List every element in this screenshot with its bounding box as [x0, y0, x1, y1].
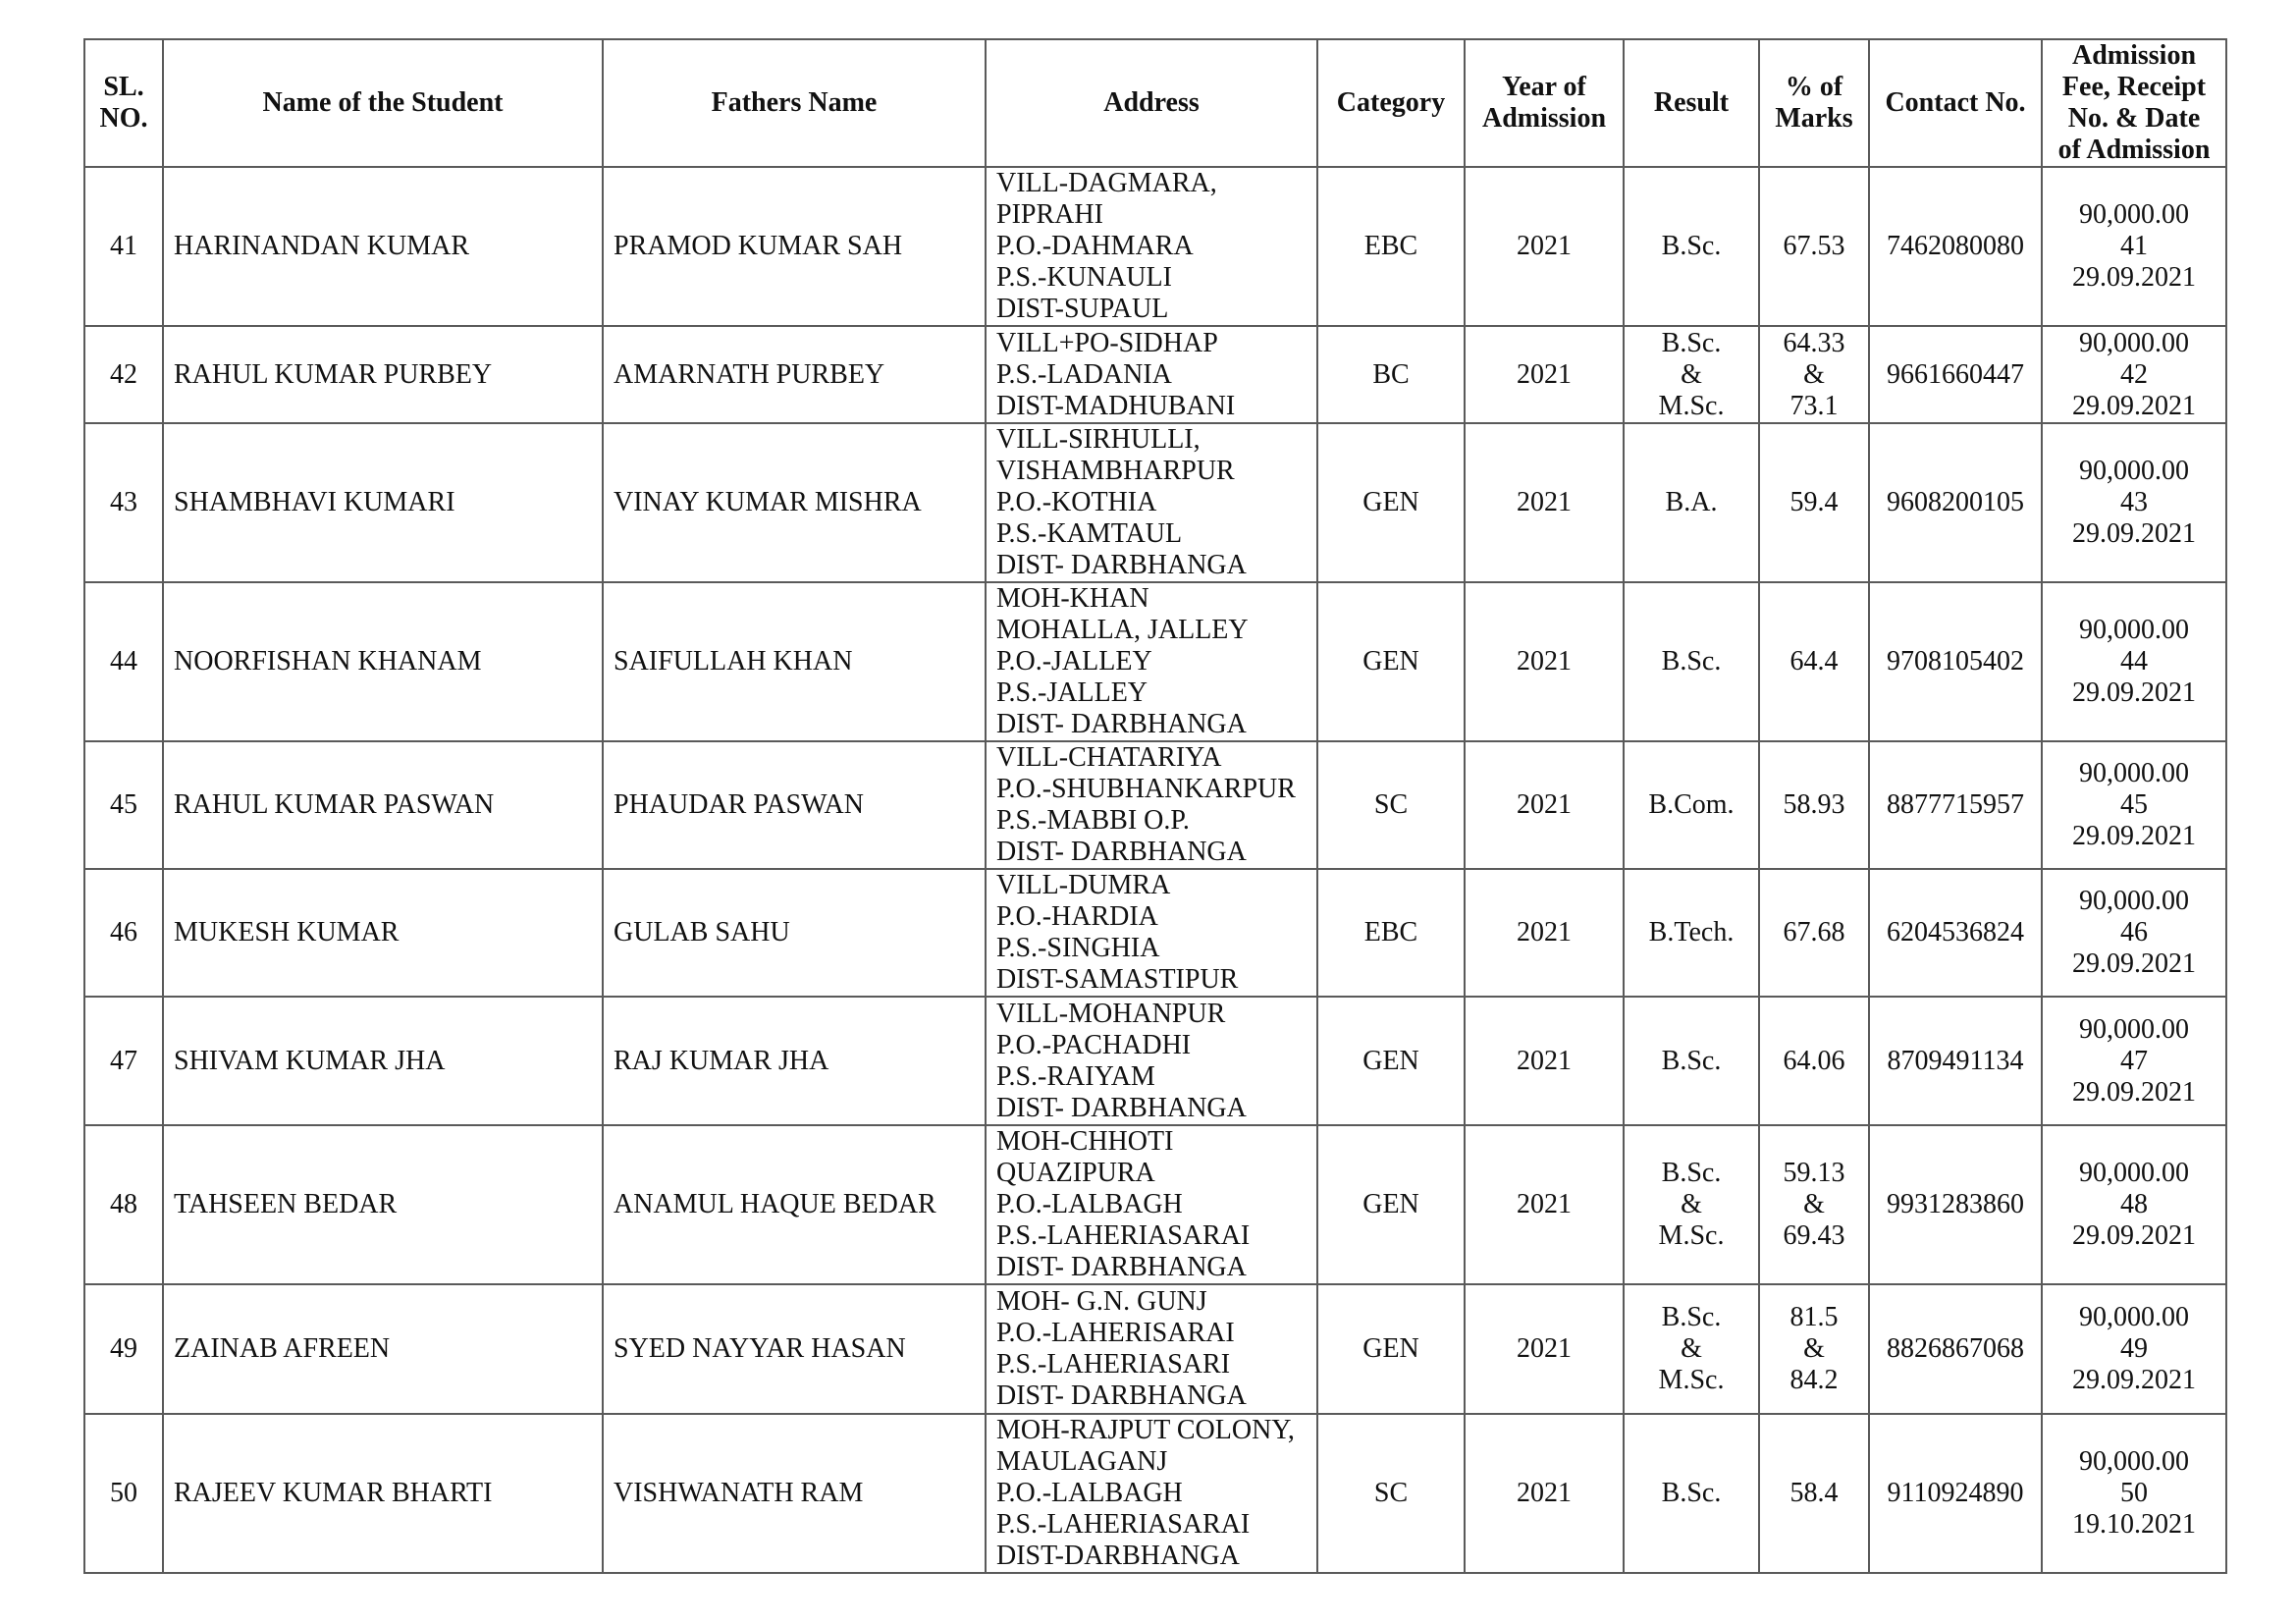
- address-line: VILL-CHATARIYA: [996, 742, 1222, 773]
- cell-result: [1624, 582, 1759, 741]
- result-line: B.Sc.: [1661, 1478, 1722, 1508]
- cell-fee: [2042, 869, 2226, 997]
- header-text: % of: [1785, 72, 1843, 102]
- fee-line: 90,000.00: [2079, 199, 2189, 230]
- header-sl-no: [84, 39, 163, 167]
- table-row: [84, 741, 2226, 869]
- result-line: B.Sc.: [1661, 1158, 1722, 1188]
- address-line: DIST-SUPAUL: [996, 294, 1169, 324]
- fee-line: 90,000.00: [2079, 1302, 2189, 1332]
- cell-contact: 8826867068: [1869, 1284, 2042, 1414]
- cell-result: [1624, 423, 1759, 582]
- cell-student-name: RAJEEV KUMAR BHARTI: [163, 1414, 603, 1573]
- header-text: Admission: [1481, 103, 1607, 134]
- header-fee: [2042, 39, 2226, 167]
- header-marks: [1759, 39, 1869, 167]
- cell-student-name: SHIVAM KUMAR JHA: [163, 997, 603, 1125]
- header-text: Marks: [1775, 103, 1853, 134]
- marks-line: 59.13: [1783, 1158, 1845, 1188]
- table-row: [84, 1125, 2226, 1284]
- header-father-name: Fathers Name: [603, 39, 986, 167]
- cell-sl-no: 46: [84, 869, 163, 997]
- cell-year: 2021: [1465, 582, 1624, 741]
- fee-line: 29.09.2021: [2072, 518, 2196, 549]
- address-line: DIST- DARBHANGA: [996, 1380, 1247, 1411]
- cell-sl-no: 42: [84, 326, 163, 423]
- cell-category: BC: [1317, 326, 1465, 423]
- cell-marks: [1759, 997, 1869, 1125]
- cell-sl-no: 43: [84, 423, 163, 582]
- address-line: P.S.-KUNAULI: [996, 262, 1172, 293]
- table-row: [84, 326, 2226, 423]
- cell-marks: [1759, 326, 1869, 423]
- cell-contact: 9708105402: [1869, 582, 2042, 741]
- address-line: P.S.-KAMTAUL: [996, 518, 1183, 549]
- cell-student-name: SHAMBHAVI KUMARI: [163, 423, 603, 582]
- address-line: DIST- DARBHANGA: [996, 550, 1247, 580]
- result-line: B.Sc.: [1661, 646, 1722, 677]
- fee-line: 90,000.00: [2079, 1446, 2189, 1477]
- cell-sl-no: 48: [84, 1125, 163, 1284]
- address-line: P.O.-SHUBHANKARPUR: [996, 774, 1296, 804]
- fee-line: 29.09.2021: [2072, 1365, 2196, 1395]
- cell-sl-no: 50: [84, 1414, 163, 1573]
- marks-line: &: [1803, 1333, 1825, 1364]
- address-line: P.O.-DAHMARA: [996, 231, 1194, 261]
- table-row: [84, 1284, 2226, 1414]
- result-line: &: [1681, 1189, 1702, 1219]
- header-address: Address: [986, 39, 1317, 167]
- fee-line: 29.09.2021: [2072, 677, 2196, 708]
- marks-line: 58.93: [1783, 789, 1845, 820]
- cell-marks: [1759, 167, 1869, 326]
- marks-line: 58.4: [1789, 1478, 1839, 1508]
- cell-category: GEN: [1317, 582, 1465, 741]
- cell-student-name: ZAINAB AFREEN: [163, 1284, 603, 1414]
- fee-line: 43: [2120, 487, 2148, 517]
- cell-result: [1624, 741, 1759, 869]
- cell-category: GEN: [1317, 1284, 1465, 1414]
- address-line: DIST- DARBHANGA: [996, 1092, 1247, 1123]
- result-line: B.Sc.: [1661, 231, 1722, 261]
- address-line: VILL-DUMRA: [996, 870, 1171, 900]
- address-line: P.O.-LAHERISARAI: [996, 1318, 1235, 1348]
- cell-fee: [2042, 1125, 2226, 1284]
- address-line: P.O.-KOTHIA: [996, 487, 1157, 517]
- cell-year: 2021: [1465, 1414, 1624, 1573]
- marks-line: 67.68: [1783, 917, 1845, 947]
- result-line: &: [1681, 358, 1702, 390]
- fee-line: 29.09.2021: [2072, 1220, 2196, 1251]
- cell-year: 2021: [1465, 1284, 1624, 1414]
- address-line: P.S.-SINGHIA: [996, 933, 1160, 963]
- address-line: DIST- DARBHANGA: [996, 837, 1247, 867]
- address-line: P.S.-RAIYAM: [996, 1060, 1155, 1092]
- cell-fee: [2042, 1414, 2226, 1573]
- address-line: MOH-KHAN: [996, 583, 1149, 614]
- cell-category: GEN: [1317, 423, 1465, 582]
- cell-father-name: SYED NAYYAR HASAN: [603, 1284, 986, 1414]
- marks-line: 81.5: [1789, 1302, 1839, 1332]
- header-text: NO.: [99, 103, 148, 134]
- cell-father-name: VINAY KUMAR MISHRA: [603, 423, 986, 582]
- cell-result: [1624, 1284, 1759, 1414]
- address-line: P.S.-JALLEY: [996, 677, 1148, 708]
- cell-category: SC: [1317, 1414, 1465, 1573]
- fee-line: 29.09.2021: [2072, 262, 2196, 293]
- header-text: No. & Date: [2067, 103, 2201, 134]
- cell-contact: 9608200105: [1869, 423, 2042, 582]
- address-line: PIPRAHI: [996, 199, 1103, 230]
- fee-line: 90,000.00: [2079, 615, 2189, 645]
- cell-marks: [1759, 423, 1869, 582]
- result-line: B.Sc.: [1661, 1045, 1722, 1076]
- result-line: B.Sc.: [1661, 327, 1722, 358]
- fee-line: 29.09.2021: [2072, 821, 2196, 851]
- result-line: M.Sc.: [1658, 1365, 1725, 1395]
- cell-marks: [1759, 1125, 1869, 1284]
- result-line: M.Sc.: [1658, 1220, 1725, 1251]
- address-line: P.S.-LADANIA: [996, 358, 1172, 390]
- fee-line: 50: [2120, 1478, 2148, 1508]
- cell-fee: [2042, 997, 2226, 1125]
- cell-result: [1624, 167, 1759, 326]
- address-line: VILL-MOHANPUR: [996, 998, 1226, 1029]
- cell-category: SC: [1317, 741, 1465, 869]
- address-line: VISHAMBHARPUR: [996, 456, 1235, 486]
- fee-line: 44: [2120, 646, 2148, 677]
- cell-father-name: SAIFULLAH KHAN: [603, 582, 986, 741]
- cell-father-name: ANAMUL HAQUE BEDAR: [603, 1125, 986, 1284]
- address-line: DIST-MADHUBANI: [996, 390, 1236, 421]
- address-line: DIST-SAMASTIPUR: [996, 964, 1239, 995]
- marks-line: 67.53: [1783, 231, 1845, 261]
- header-result: Result: [1624, 39, 1759, 167]
- cell-contact: 7462080080: [1869, 167, 2042, 326]
- address-line: MAULAGANJ: [996, 1446, 1168, 1477]
- cell-student-name: HARINANDAN KUMAR: [163, 167, 603, 326]
- table-row: [84, 582, 2226, 741]
- cell-result: [1624, 869, 1759, 997]
- fee-line: 48: [2120, 1189, 2148, 1219]
- marks-line: 73.1: [1789, 390, 1839, 421]
- cell-father-name: PRAMOD KUMAR SAH: [603, 167, 986, 326]
- cell-year: 2021: [1465, 741, 1624, 869]
- header-contact: Contact No.: [1869, 39, 2042, 167]
- cell-fee: [2042, 741, 2226, 869]
- cell-father-name: VISHWANATH RAM: [603, 1414, 986, 1573]
- marks-line: 59.4: [1789, 487, 1839, 517]
- marks-line: 69.43: [1783, 1220, 1845, 1251]
- fee-line: 41: [2120, 231, 2148, 261]
- address-line: P.S.-LAHERIASARAI: [996, 1509, 1251, 1540]
- header-student-name: Name of the Student: [163, 39, 603, 167]
- fee-line: 90,000.00: [2079, 886, 2189, 916]
- cell-address: [986, 582, 1317, 741]
- address-line: VILL-DAGMARA,: [996, 168, 1217, 198]
- table-row: [84, 869, 2226, 997]
- address-line: VILL-SIRHULLI,: [996, 424, 1201, 455]
- header-text: of Admission: [2057, 135, 2211, 165]
- result-line: &: [1681, 1333, 1702, 1364]
- address-line: P.S.-LAHERIASARI: [996, 1349, 1231, 1380]
- marks-line: 64.4: [1789, 646, 1839, 677]
- table-row: [84, 423, 2226, 582]
- cell-category: GEN: [1317, 1125, 1465, 1284]
- cell-result: [1624, 1125, 1759, 1284]
- address-line: DIST- DARBHANGA: [996, 1252, 1247, 1282]
- cell-result: [1624, 1414, 1759, 1573]
- cell-contact: 9661660447: [1869, 326, 2042, 423]
- table-body: [84, 167, 2226, 1573]
- result-line: B.A.: [1665, 487, 1718, 517]
- cell-year: 2021: [1465, 869, 1624, 997]
- header-year: [1465, 39, 1624, 167]
- fee-line: 90,000.00: [2079, 758, 2189, 788]
- header-text: SL.: [103, 72, 144, 102]
- result-line: B.Sc.: [1661, 1302, 1722, 1332]
- address-line: DIST-DARBHANGA: [996, 1541, 1240, 1571]
- address-line: MOH-RAJPUT COLONY,: [996, 1415, 1295, 1445]
- cell-student-name: NOORFISHAN KHANAM: [163, 582, 603, 741]
- header-text: Admission: [2071, 40, 2197, 71]
- fee-line: 90,000.00: [2079, 327, 2189, 358]
- cell-father-name: AMARNATH PURBEY: [603, 326, 986, 423]
- cell-fee: [2042, 1284, 2226, 1414]
- fee-line: 29.09.2021: [2072, 390, 2196, 421]
- cell-address: [986, 1125, 1317, 1284]
- cell-fee: [2042, 167, 2226, 326]
- cell-address: [986, 997, 1317, 1125]
- cell-marks: [1759, 1414, 1869, 1573]
- table-row: [84, 1414, 2226, 1573]
- cell-sl-no: 47: [84, 997, 163, 1125]
- cell-address: [986, 423, 1317, 582]
- cell-student-name: TAHSEEN BEDAR: [163, 1125, 603, 1284]
- address-line: MOH-CHHOTI: [996, 1126, 1174, 1157]
- address-line: P.O.-LALBAGH: [996, 1189, 1183, 1219]
- admissions-table: [83, 38, 2227, 1574]
- address-line: DIST- DARBHANGA: [996, 709, 1247, 739]
- cell-contact: 8709491134: [1869, 997, 2042, 1125]
- marks-line: 64.06: [1783, 1045, 1845, 1076]
- cell-sl-no: 44: [84, 582, 163, 741]
- fee-line: 42: [2120, 358, 2148, 390]
- header-text: Fee, Receipt: [2061, 72, 2207, 102]
- fee-line: 90,000.00: [2079, 456, 2189, 486]
- header-category: Category: [1317, 39, 1465, 167]
- table-row: [84, 997, 2226, 1125]
- cell-category: EBC: [1317, 869, 1465, 997]
- address-line: QUAZIPURA: [996, 1158, 1155, 1188]
- fee-line: 90,000.00: [2079, 1013, 2189, 1045]
- cell-year: 2021: [1465, 167, 1624, 326]
- fee-line: 90,000.00: [2079, 1158, 2189, 1188]
- cell-marks: [1759, 582, 1869, 741]
- cell-contact: 6204536824: [1869, 869, 2042, 997]
- cell-sl-no: 41: [84, 167, 163, 326]
- cell-student-name: MUKESH KUMAR: [163, 869, 603, 997]
- cell-student-name: RAHUL KUMAR PASWAN: [163, 741, 603, 869]
- cell-contact: 9110924890: [1869, 1414, 2042, 1573]
- marks-line: &: [1803, 358, 1825, 390]
- cell-sl-no: 45: [84, 741, 163, 869]
- cell-year: 2021: [1465, 423, 1624, 582]
- result-line: B.Tech.: [1648, 917, 1735, 947]
- cell-category: GEN: [1317, 997, 1465, 1125]
- cell-address: [986, 869, 1317, 997]
- fee-line: 29.09.2021: [2072, 1076, 2196, 1108]
- address-line: P.O.-LALBAGH: [996, 1478, 1183, 1508]
- cell-category: EBC: [1317, 167, 1465, 326]
- address-line: MOH- G.N. GUNJ: [996, 1286, 1207, 1317]
- cell-father-name: PHAUDAR PASWAN: [603, 741, 986, 869]
- address-line: P.O.-JALLEY: [996, 646, 1152, 677]
- result-line: B.Com.: [1648, 789, 1735, 820]
- fee-line: 45: [2120, 789, 2148, 820]
- fee-line: 29.09.2021: [2072, 948, 2196, 979]
- marks-line: 64.33: [1783, 327, 1845, 358]
- cell-contact: 9931283860: [1869, 1125, 2042, 1284]
- address-line: P.S.-LAHERIASARAI: [996, 1220, 1251, 1251]
- address-line: P.O.-PACHADHI: [996, 1029, 1192, 1060]
- cell-marks: [1759, 1284, 1869, 1414]
- marks-line: 84.2: [1789, 1365, 1839, 1395]
- fee-line: 19.10.2021: [2072, 1509, 2196, 1540]
- cell-year: 2021: [1465, 1125, 1624, 1284]
- cell-address: [986, 1284, 1317, 1414]
- header-text: Year of: [1502, 72, 1586, 102]
- cell-address: [986, 326, 1317, 423]
- cell-result: [1624, 326, 1759, 423]
- cell-result: [1624, 997, 1759, 1125]
- cell-address: [986, 167, 1317, 326]
- address-line: MOHALLA, JALLEY: [996, 615, 1249, 645]
- table-row: [84, 167, 2226, 326]
- cell-contact: 8877715957: [1869, 741, 2042, 869]
- cell-fee: [2042, 582, 2226, 741]
- fee-line: 46: [2120, 917, 2148, 947]
- fee-line: 47: [2120, 1045, 2148, 1076]
- cell-address: [986, 741, 1317, 869]
- address-line: P.O.-HARDIA: [996, 901, 1158, 932]
- header-row: [84, 39, 2226, 167]
- cell-student-name: RAHUL KUMAR PURBEY: [163, 326, 603, 423]
- cell-father-name: RAJ KUMAR JHA: [603, 997, 986, 1125]
- address-line: VILL+PO-SIDHAP: [996, 327, 1218, 358]
- cell-fee: [2042, 423, 2226, 582]
- cell-address: [986, 1414, 1317, 1573]
- cell-year: 2021: [1465, 997, 1624, 1125]
- cell-marks: [1759, 741, 1869, 869]
- cell-sl-no: 49: [84, 1284, 163, 1414]
- result-line: M.Sc.: [1658, 390, 1725, 421]
- cell-marks: [1759, 869, 1869, 997]
- marks-line: &: [1803, 1189, 1825, 1219]
- cell-year: 2021: [1465, 326, 1624, 423]
- cell-father-name: GULAB SAHU: [603, 869, 986, 997]
- address-line: P.S.-MABBI O.P.: [996, 805, 1190, 836]
- fee-line: 49: [2120, 1333, 2148, 1364]
- cell-fee: [2042, 326, 2226, 423]
